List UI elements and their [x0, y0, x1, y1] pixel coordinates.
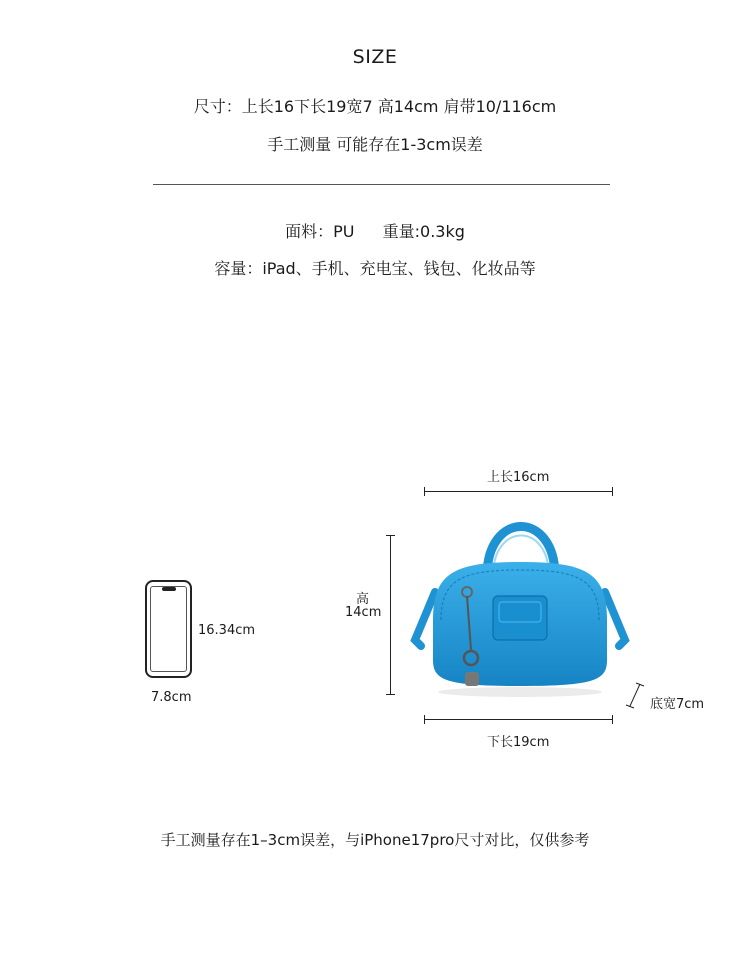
measure-note: 手工测量 可能存在1-3cm误差: [267, 135, 483, 154]
bag-bottom-length-label: 下长19cm: [487, 735, 550, 750]
height-measure-line: [390, 535, 391, 695]
bottom-length-measure-line: [424, 719, 613, 720]
material-weight-line: [0, 219, 750, 242]
bag-image: [405, 500, 635, 710]
phone-height-label: 16.34cm: [198, 623, 256, 638]
dimensions-text: 尺寸：上长16下长19宽7 高14cm 肩带10/116cm: [193, 97, 557, 116]
bag-height-value: 14cm: [345, 605, 382, 620]
footer-note: 手工测量存在1–3cm误差，与iPhone17pro尺寸对比，仅供参考: [160, 831, 590, 849]
page-title: SIZE: [352, 46, 398, 68]
capacity-text: 容量：iPad、手机、充电宝、钱包、化妆品等: [214, 259, 536, 278]
phone-icon: [145, 580, 192, 678]
bag-top-length-label: 上长16cm: [487, 470, 550, 485]
phone-notch: [162, 587, 176, 591]
phone-screen: [150, 586, 187, 672]
weight-label: 重量:0.3kg: [382, 222, 465, 241]
bag-illustration: [405, 500, 635, 710]
bag-bottom-width-label: 底宽7cm: [650, 697, 705, 712]
material-label: 面料：PU: [285, 222, 355, 241]
phone-width-label: 7.8cm: [151, 690, 192, 705]
divider: [153, 184, 610, 185]
bag-height-char: 高: [356, 592, 370, 607]
top-length-measure-line: [424, 491, 613, 492]
